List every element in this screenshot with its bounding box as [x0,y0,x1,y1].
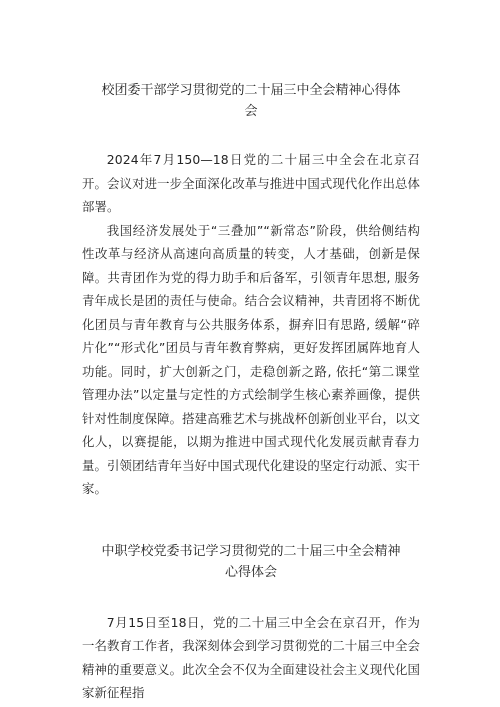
section-2-title [82,541,420,583]
section-1-title-line-2: 会 [244,104,258,119]
section-2-paragraph-1: 7月15日至18日，党的二十届三中全会在京召开，作为一名教育工作者，我深刻体会到学习贯彻党的二十届三中全会精神的重要意义。此次全会不仅为全面建设社会主义现代化国家新征程指 [82,614,420,700]
section-1-paragraph-1: 2024年7月150—18日党的二十届三中全会在北京召开。会议对进一步全面深化改革与推进中国式现代化作出总体部署。 [82,152,420,214]
section-1-paragraph-2: 我国经济发展处于“三叠加”“新常态”阶段，供给侧结构性改革与经济从高速向高质量的转变，人才基础，创新是保障。共青团作为党的得力助手和后备军，引领青年思想, 服务青年成长是团的责任与使命。结合会议精神，共青团将不断优化团员与青年教育与公共服务体系，摒弃旧有思路, 缓解“碎片化”“形式化”团员与青年教育弊病，更好发挥团属阵地育人功能。同时，扩大创新之门，走稳创新之路, 依托“第二课堂管理办法”以定量与定性的方式绘制学生核心素养画像，提供针对性制度保障。搭建高雅艺术与挑战杯创新创业平台，以文化人，以赛提能，以期为推进中国式现代化发展贡献青春力量。引领团结青年当好中国式现代化建设的坚定行动派、实干家。 [82,222,420,496]
section-1-body [82,148,420,501]
section-1-title-line-1: 校团委干部学习贯彻党的二十届三中全会精神心得体 [101,83,401,98]
section-2-title-line-1: 中职学校党委书记学习贯彻党的二十届三中全会精神 [101,543,401,559]
section-2-title-line-2: 心得体会 [224,564,277,580]
section-2-body [82,611,420,705]
section-1-title [82,0,420,122]
